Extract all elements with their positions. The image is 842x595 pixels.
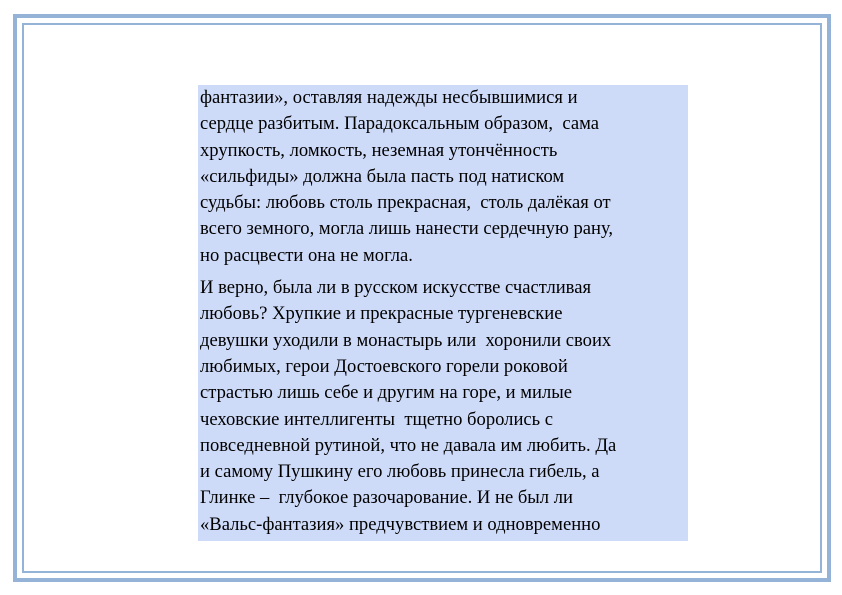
text-line: и самому Пушкину его любовь принесла гибель, а (200, 461, 600, 483)
text-line: Глинке – глубокое разочарование. И не был ли (200, 487, 573, 509)
highlighted-text-block (198, 85, 688, 541)
paragraph-2 (200, 275, 688, 538)
text-line: фантазии», оставляя надежды несбывшимися и (200, 87, 578, 108)
text-line: «сильфиды» должна была пасть под натиском (200, 165, 565, 187)
text-line: но расцвести она не могла. (200, 244, 413, 266)
text-line: сердце разбитым. Парадоксальным образом, сама (200, 113, 599, 135)
text-line: хрупкость, ломкость, неземная утончённость (200, 139, 558, 161)
text-line: любимых, герои Достоевского горели роковой (200, 355, 568, 377)
text-line: любовь? Хрупкие и прекрасные тургеневские (200, 303, 563, 325)
text-line: чеховские интеллигенты тщетно боролись с (200, 408, 554, 430)
text-line: судьбы: любовь столь прекрасная, столь далёкая от (200, 192, 611, 214)
text-line: всего земного, могла лишь нанести сердечную рану, (200, 218, 614, 240)
paragraph-1 (200, 85, 688, 269)
text-line: «Вальс-фантазия» предчувствием и одновременно (200, 513, 601, 535)
text-line: И верно, была ли в русском искусстве счастливая (200, 277, 592, 299)
text-line: девушки уходили в монастырь или хоронили своих (200, 329, 612, 351)
text-line: страстью лишь себе и другим на горе, и милые (200, 382, 572, 404)
text-line: повседневной рутиной, что не давала им любить. Да (200, 434, 617, 456)
